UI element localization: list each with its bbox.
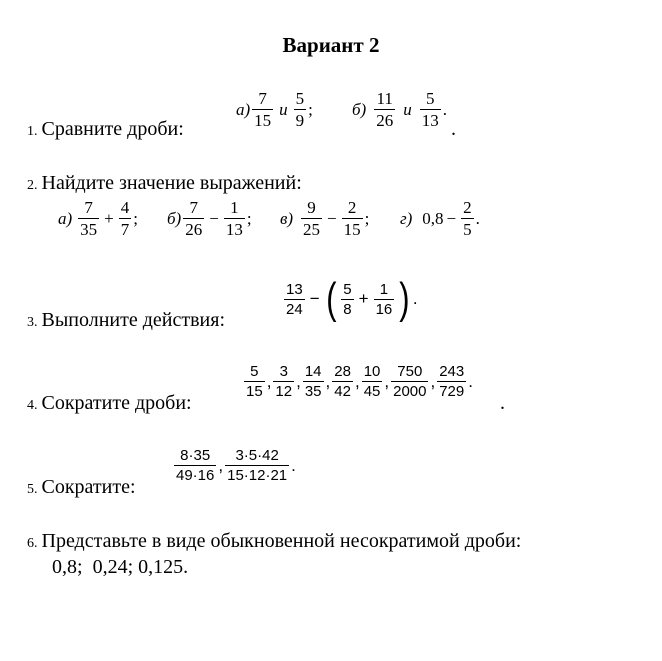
task-1-a: а) 7 15 и 5 9 ; [236, 89, 313, 130]
task-2-d: г) 0,8 − $\frac{2}{5}$ . [400, 198, 480, 239]
task-text: Выполните действия: [41, 309, 225, 331]
task-number: 2. [27, 178, 38, 193]
task-number: 3. [27, 315, 38, 330]
fraction: 28 42 [334, 363, 351, 400]
fraction: 5 13 [421, 89, 439, 130]
task-2-a: а) 7 35 + $\frac{4}{7}$ ; [58, 198, 138, 239]
fraction: 3 12 [275, 363, 293, 400]
item-label: а) [236, 99, 251, 119]
task-5 [27, 476, 136, 499]
page-title: Вариант 2 [282, 33, 380, 57]
task-1-b: б) 11 26 и 5 13 . [352, 89, 447, 130]
task-2-c: в) 9 25 − $\frac{2}{15}$ ; [280, 198, 370, 239]
fraction: 5 9 [295, 89, 305, 130]
fraction: 5 8 [343, 280, 352, 318]
item-label: б) [167, 208, 182, 228]
fraction: 8·35 49·16 [176, 447, 215, 484]
item-label: в) [280, 208, 294, 228]
task-4 [27, 392, 192, 415]
item-label: а) [58, 208, 73, 228]
fraction: $\frac{1}{13}$ [225, 198, 243, 239]
fraction: $\frac{1}{16}$ [375, 280, 393, 318]
item-label: г) [400, 208, 413, 228]
task-3-expression: 13 24 − ( 5 8 + $\frac{1}{16}$ ) . [286, 274, 418, 323]
fraction: 14 35 [304, 363, 322, 400]
task-6 [27, 530, 521, 553]
fraction: 3·5·42 15·12·21 [227, 447, 288, 484]
task-number: 1. [27, 124, 38, 139]
fraction: 243 729 [439, 363, 465, 400]
task-2 [27, 172, 302, 195]
item-label: б) [352, 99, 367, 119]
left-paren: ( [325, 274, 337, 323]
task-6-values: 0,8; 0,24; 0,125. [52, 556, 189, 578]
fraction: 7 35 [80, 198, 98, 239]
fraction: 10 45 [363, 363, 381, 400]
task-4-fractions: 5 15 , 3 12 , 14 35 , 28 42 , 10 45 , 750 2000 , 243 729 . [246, 363, 473, 400]
task-5-expression: 8·35 49·16 , 3·5·42 15·12·21 . [176, 447, 296, 484]
task-number: 6. [27, 536, 38, 551]
fraction: 11 26 [376, 89, 394, 130]
task-text: Представьте в виде обыкновенной несократимой дроби: [41, 530, 522, 552]
fraction: $\frac{4}{7}$ [120, 198, 130, 239]
task-3 [27, 309, 225, 332]
task-number: 4. [27, 398, 38, 413]
fraction: 7 26 [185, 198, 203, 239]
task-number: 5. [27, 482, 38, 497]
fraction: 9 25 [303, 198, 321, 239]
trailing-dot: . [500, 392, 505, 414]
fraction: 750 2000 [393, 363, 427, 400]
task-text: Сравните дроби: [41, 118, 184, 140]
task-text: Сократите дроби: [41, 392, 192, 414]
task-2-b: б) 7 26 − $\frac{1}{13}$ ; [167, 198, 252, 239]
task-text: Сократите: [41, 476, 136, 498]
fraction: $\frac{2}{5}$ [463, 198, 472, 239]
fraction: 5 15 [246, 363, 263, 400]
right-paren: ) [399, 274, 410, 323]
task-1 [27, 118, 184, 141]
fraction: 13 24 [286, 280, 303, 318]
fraction: $\frac{2}{15}$ [343, 198, 361, 239]
trailing-dot: . [451, 118, 456, 140]
fraction: 7 15 [254, 89, 272, 130]
task-text: Найдите значение выражений: [41, 172, 302, 194]
